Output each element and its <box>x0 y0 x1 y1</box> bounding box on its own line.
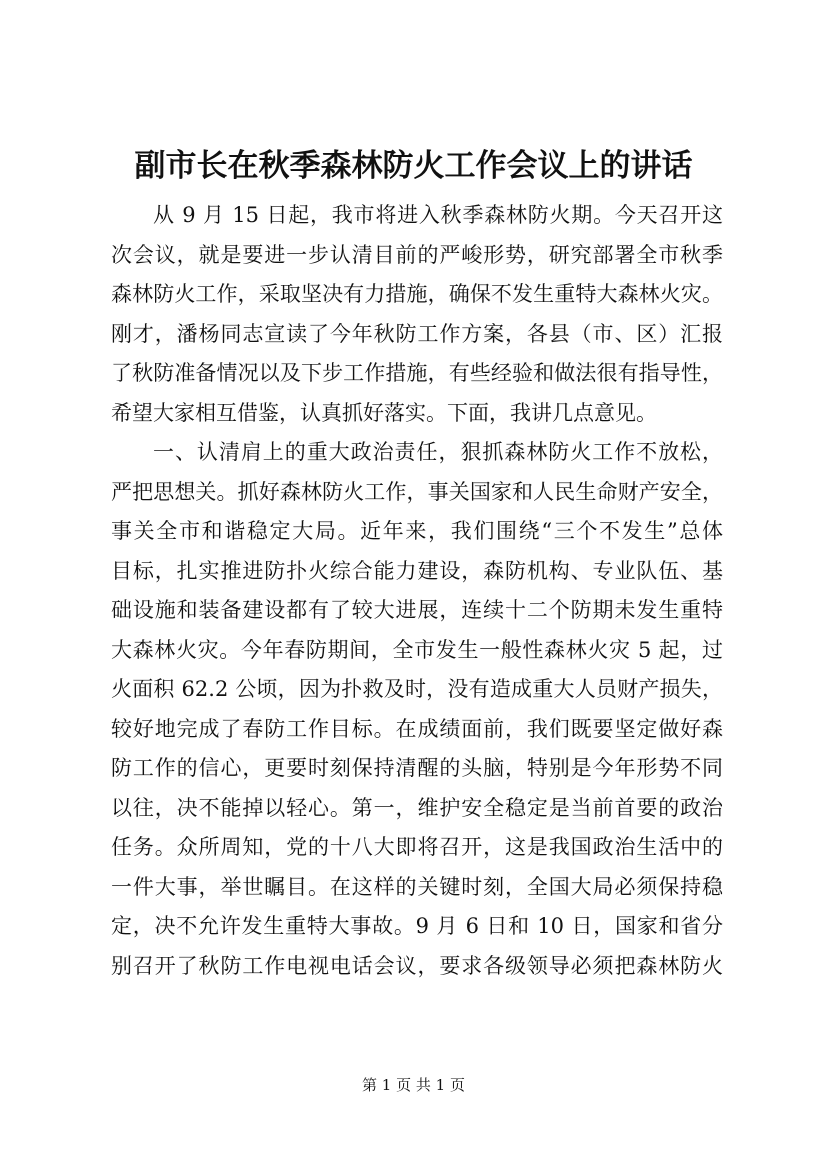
paragraph-line: 任务。众所周知，党的十八大即将召开，这是我国政治生活中的 <box>111 835 723 859</box>
paragraph-line: 森林防火工作，采取坚决有力措施，确保不发生重特大森林火灾。 <box>111 282 723 306</box>
paragraph-line: 以往，决不能掉以轻心。第一，维护安全稳定是当前首要的政治 <box>111 795 723 820</box>
document-body <box>111 196 723 986</box>
paragraph-line: 别召开了秋防工作电视电话会议，要求各级领导必须把森林防火 <box>111 953 723 978</box>
paragraph-line: 较好地完成了春防工作目标。在成绩面前，我们既要坚定做好森 <box>111 716 723 741</box>
paragraph-line: 了秋防准备情况以及下步工作措施，有些经验和做法很有指导性， <box>111 361 723 385</box>
paragraph-line: 防工作的信心，更要时刻保持清醒的头脑，特别是今年形势不同 <box>111 756 723 780</box>
paragraph-line: 定，决不允许发生重特大事故。9 月 6 日和 10 日，国家和省分 <box>111 914 723 938</box>
paragraph-line: 希望大家相互借鉴，认真抓好落实。下面，我讲几点意见。 <box>111 400 657 425</box>
paragraph-line: 一、认清肩上的重大政治责任，狠抓森林防火工作不放松， <box>153 440 723 464</box>
paragraph-line: 从 9 月 15 日起，我市将进入秋季森林防火期。今天召开这 <box>153 203 723 227</box>
paragraph-line: 火面积 62.2 公顷，因为扑救及时，没有造成重大人员财产损失， <box>111 677 723 701</box>
paragraph-line: 础设施和装备建设都有了较大进展，连续十二个防期未发生重特 <box>111 598 723 622</box>
paragraph-line: 事关全市和谐稳定大局。近年来，我们围绕“三个不发生”总体 <box>111 519 723 543</box>
document-title: 副市长在秋季森林防火工作会议上的讲话 <box>134 148 693 184</box>
page-footer: 第 1 页 共 1 页 <box>362 1076 465 1094</box>
paragraph-line: 次会议，就是要进一步认清目前的严峻形势，研究部署全市秋季 <box>111 242 723 267</box>
paragraph-line: 大森林火灾。今年春防期间，全市发生一般性森林火灾 5 起，过 <box>111 637 723 662</box>
paragraph-line: 一件大事，举世瞩目。在这样的关键时刻，全国大局必须保持稳 <box>111 874 723 899</box>
paragraph-line: 刚才，潘杨同志宣读了今年秋防工作方案，各县（市、区）汇报 <box>111 321 723 346</box>
paragraph-line: 严把思想关。抓好森林防火工作，事关国家和人民生命财产安全， <box>111 479 723 504</box>
paragraph-line: 目标，扎实推进防扑火综合能力建设，森防机构、专业队伍、基 <box>111 558 723 583</box>
